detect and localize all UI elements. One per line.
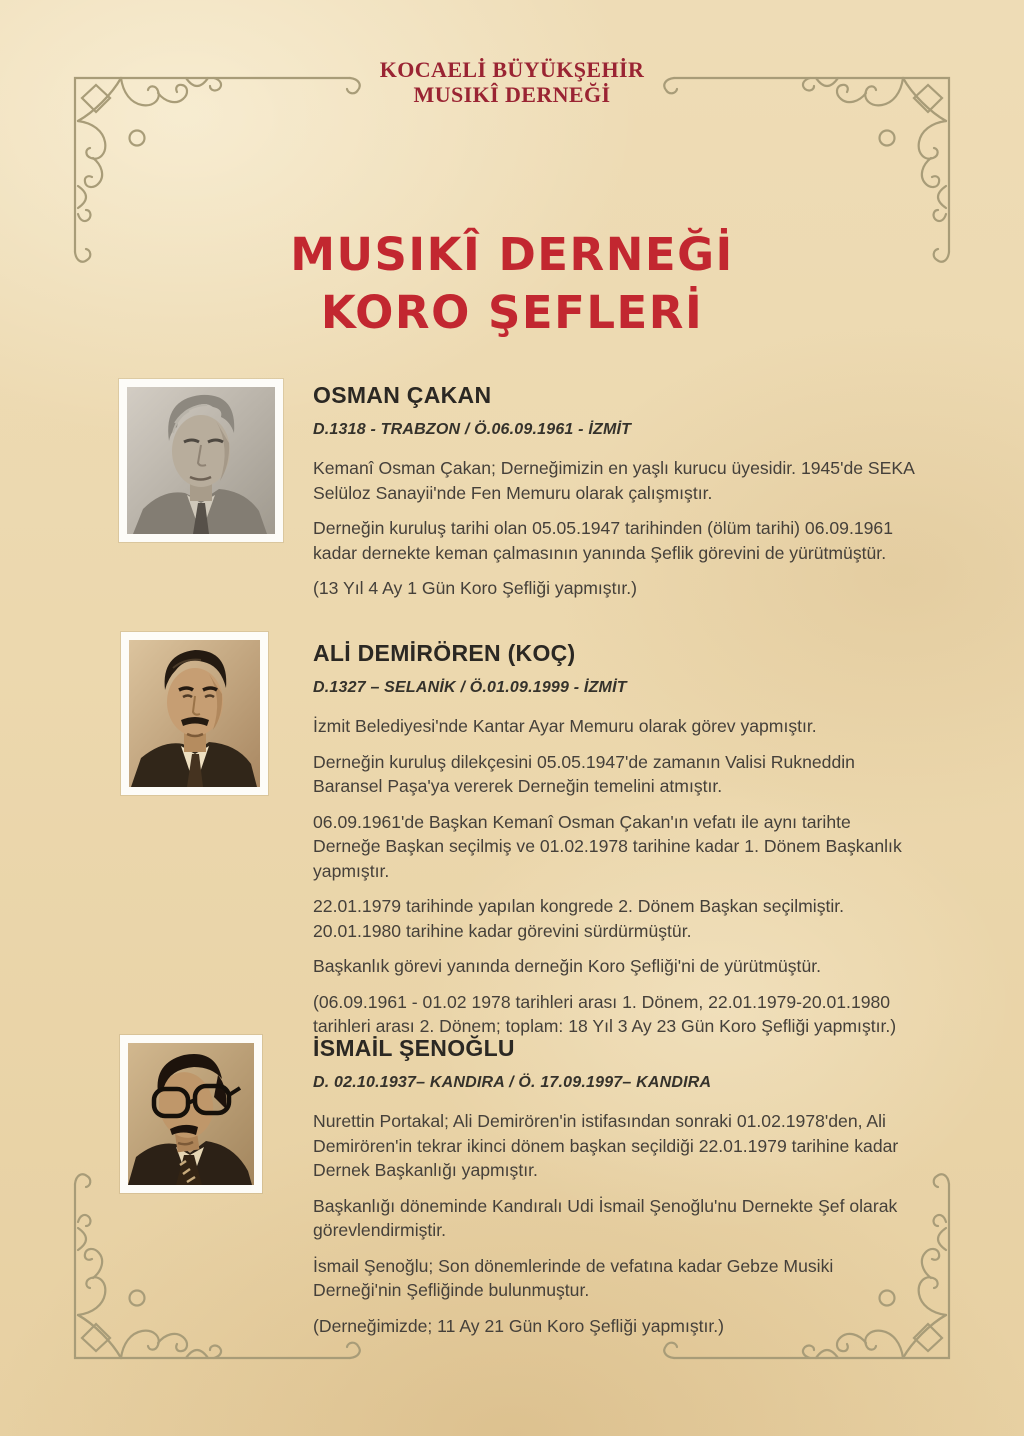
- page-title-line1: MUSIKÎ DERNEĞİ: [290, 228, 734, 281]
- bio-paragraph: Nurettin Portakal; Ali Demirören'in istifasından sonraki 01.02.1978'den, Ali Demirören'in tekrar ikinci dönem başkan seçildiği 22.01.1979 tarihine kadar Dernek Başkanlığı yapmıştır.: [313, 1111, 899, 1180]
- bio-section-osman-cakan: [313, 383, 914, 612]
- bio-paragraph: (Derneğimizde; 11 Ay 21 Gün Koro Şefliği yapmıştır.): [313, 1315, 725, 1336]
- birth-death-dates: D.1327 – SELANİK / Ö.01.09.1999 - İZMİT: [313, 679, 627, 696]
- ali-demiroren-portrait-image: [129, 640, 260, 787]
- bio-section-ali-demiroren: [313, 641, 914, 1050]
- ismail-senoglu-portrait-image: [128, 1043, 254, 1185]
- person-name: İSMAİL ŞENOĞLU: [313, 1035, 515, 1061]
- bio-paragraph: (13 Yıl 4 Ay 1 Gün Koro Şefliği yapmıştır.): [313, 578, 638, 598]
- organization-header: [0, 57, 1024, 107]
- ali-demiroren-portrait-photo: [121, 632, 268, 795]
- osman-cakan-portrait-photo: [119, 379, 283, 542]
- bio-paragraph: Başkanlık görevi yanında derneğin Koro Şefliği'ni de yürütmüştür.: [313, 956, 822, 976]
- bio-section-ismail-senoglu: [313, 1036, 914, 1349]
- osman-cakan-portrait-image: [127, 387, 275, 534]
- person-name: OSMAN ÇAKAN: [313, 382, 492, 408]
- bio-paragraph: Başkanlığı döneminde Kandıralı Udi İsmail Şenoğlu'nu Dernekte Şef olarak görevlendirmiştir.: [313, 1195, 898, 1240]
- organization-name-line2: MUSIKÎ DERNEĞİ: [413, 82, 611, 107]
- ismail-senoglu-portrait-photo: [120, 1035, 262, 1193]
- page-title-line2: KORO ŞEFLERİ: [320, 286, 704, 339]
- bio-paragraph: Derneğin kuruluş tarihi olan 05.05.1947 tarihinden (ölüm tarihi) 06.09.1961 kadar dernekte keman çalmasının yanında Şeflik görevini de yürütmüştür.: [313, 518, 893, 563]
- organization-name-line1: KOCAELİ BÜYÜKŞEHİR: [379, 57, 645, 82]
- page-title: [0, 226, 1024, 342]
- bio-paragraph: 22.01.1979 tarihinde yapılan kongrede 2. Dönem Başkan seçilmiştir. 20.01.1980 tarihine kadar görevini sürdürmüştür.: [313, 896, 845, 941]
- birth-death-dates: D. 02.10.1937– KANDIRA / Ö. 17.09.1997– KANDIRA: [313, 1074, 712, 1091]
- bio-paragraph: İsmail Şenoğlu; Son dönemlerinde de vefatına kadar Gebze Musiki Derneği'nin Şefliğinde bulunmuştur.: [313, 1255, 834, 1300]
- bio-paragraph: Kemanî Osman Çakan; Derneğimizin en yaşlı kurucu üyesidir. 1945'de SEKA Selüloz Sanayii'nde Fen Memuru olarak çalışmıştır.: [313, 458, 914, 503]
- birth-death-dates: D.1318 - TRABZON / Ö.06.09.1961 - İZMİT: [313, 421, 632, 438]
- bio-paragraph: Derneğin kuruluş dilekçesini 05.05.1947'de zamanın Valisi Rukneddin Baransel Paşa'ya vererek Derneğin temelini atmıştır.: [313, 751, 855, 796]
- bio-paragraph: İzmit Belediyesi'nde Kantar Ayar Memuru olarak görev yapmıştır.: [313, 716, 817, 736]
- bio-paragraph: (06.09.1961 - 01.02 1978 tarihleri arası 1. Dönem, 22.01.1979-20.01.1980 tarihleri arası 2. Dönem; toplam: 18 Yıl 3 Ay 23 Gün Koro Şefliği yapmıştır.): [313, 991, 897, 1036]
- person-name: ALİ DEMİRÖREN (KOÇ): [313, 640, 576, 666]
- bio-paragraph: 06.09.1961'de Başkan Kemanî Osman Çakan'ın vefatı ile aynı tarihte Derneğe Başkan seçilmiş ve 01.02.1978 tarihine kadar 1. Dönem Başkanlık yapmıştır.: [313, 811, 902, 881]
